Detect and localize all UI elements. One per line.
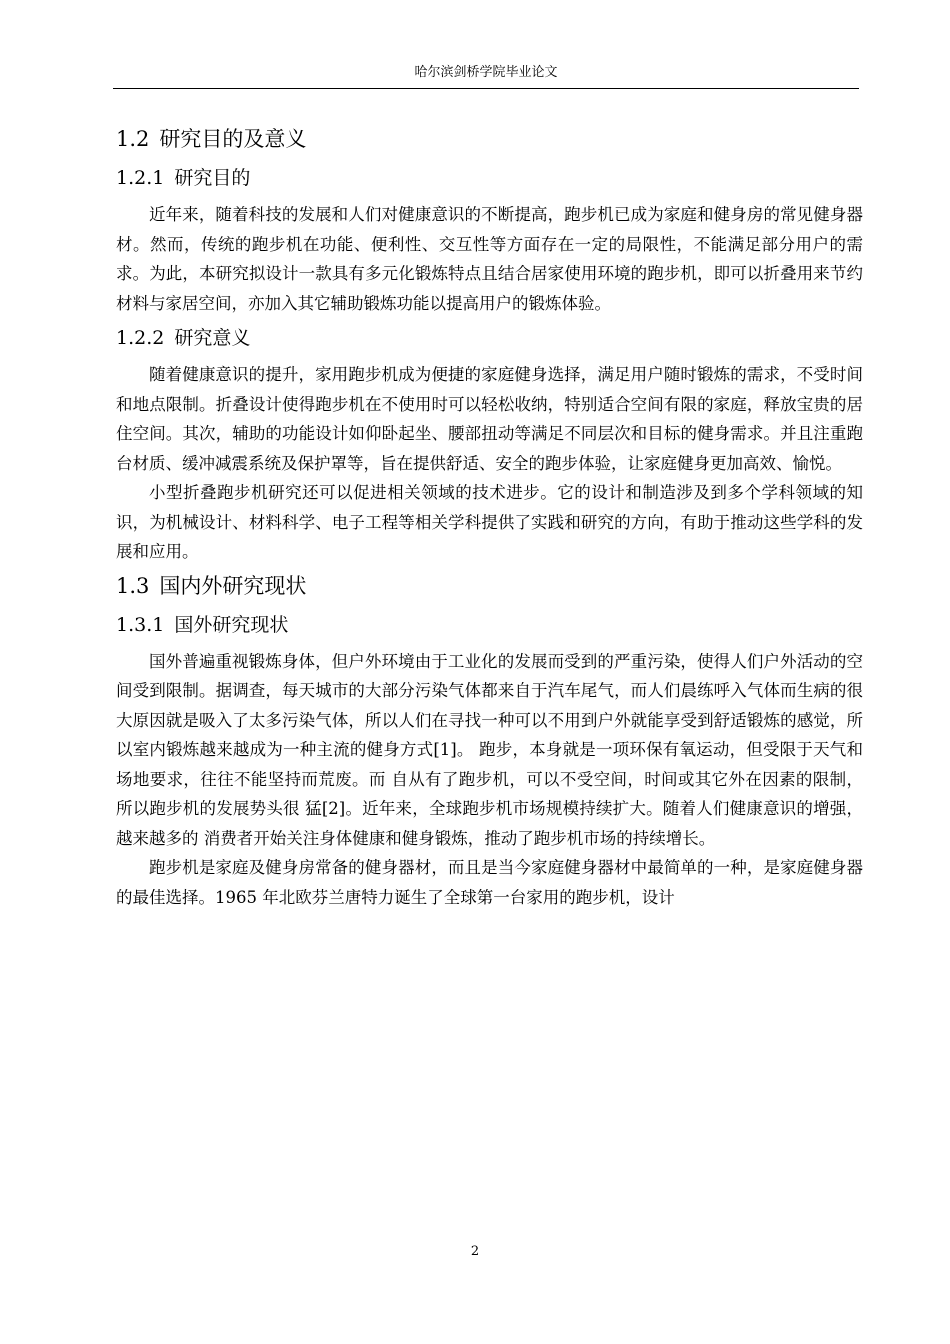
paragraph: 跑步机是家庭及健身房常备的健身器材，而且是当今家庭健身器材中最简单的一种，是家庭健身器的最佳选择。1965 年北欧芬兰唐特力诞生了全球第一台家用的跑步机，设计 — [116, 858, 863, 907]
section-number: 1.2.1 — [116, 167, 165, 189]
page-number: 2 — [470, 1244, 480, 1259]
section-heading-1-2-2 — [116, 324, 863, 352]
section-number: 1.2.2 — [116, 327, 165, 349]
section-number: 1.2 — [116, 127, 150, 151]
section-heading-1-3 — [116, 571, 863, 601]
section-number: 1.3 — [116, 573, 150, 598]
section-heading-1-2-1 — [116, 164, 863, 192]
section-title: 国内外研究现状 — [159, 573, 307, 598]
paragraph: 国外普遍重视锻炼身体，但户外环境由于工业化的发展而受到的严重污染，使得人们户外活动的空间受到限制。据调查，每天城市的大部分污染气体都来自于汽车尾气，而人们晨练呼入气体而生病的很大原因就是吸入了太多污染气体，所以人们在寻找一种可以不用到户外就能享受到舒适锻炼的感觉，所以室内锻炼越来越成为一种主流的健身方式[1]。 跑步，本身就是一项环保有氧运动，但受限于天气和场地要求，往往不能坚持而荒废。而 自从有了跑步机，可以不受空间，时间或其它外在因素的限制，所以跑步机的发展势头很 猛[2]。近年来，全球跑步机市场规模持续扩大。随着人们健康意识的增强，越来越多的 消费者开始关注身体健康和健身锻炼，推动了跑步机市场的持续增长。 — [116, 651, 863, 848]
paragraph: 随着健康意识的提升，家用跑步机成为便捷的家庭健身选择，满足用户随时锻炼的需求，不受时间和地点限制。折叠设计使得跑步机在不使用时可以轻松收纳，特别适合空间有限的家庭，释放宝贵的居住空间。其次，辅助的功能设计如仰卧起坐、腰部扭动等满足不同层次和目标的健身需求。并且注重跑台材质、缓冲减震系统及保护罩等，旨在提供舒适、安全的跑步体验，让家庭健身更加高效、愉悦。 — [116, 365, 863, 473]
section-title: 国外研究现状 — [174, 613, 289, 636]
section-title: 研究目的 — [174, 167, 251, 189]
section-heading-1-2 — [116, 124, 863, 154]
section-heading-1-3-1 — [116, 611, 863, 639]
section-title: 研究意义 — [174, 327, 251, 349]
paragraph: 小型折叠跑步机研究还可以促进相关领域的技术进步。它的设计和制造涉及到多个学科领域的知识，为机械设计、材料科学、电子工程等相关学科提供了实践和研究的方向，有助于推动这些学科的发展和应用。 — [116, 483, 863, 561]
paragraph: 近年来，随着科技的发展和人们对健康意识的不断提高，跑步机已成为家庭和健身房的常见健身器材。然而，传统的跑步机在功能、便利性、交互性等方面存在一定的局限性，不能满足部分用户的需求。为此，本研究拟设计一款具有多元化锻炼特点且结合居家使用环境的跑步机，即可以折叠用来节约材料与家居空间，亦加入其它辅助锻炼功能以提高用户的锻炼体验。 — [116, 205, 863, 313]
section-title: 研究目的及意义 — [159, 127, 307, 151]
header-divider — [113, 88, 859, 89]
page-body — [116, 120, 863, 912]
section-number: 1.3.1 — [116, 613, 165, 636]
running-header: 哈尔滨剑桥学院毕业论文 — [414, 65, 558, 80]
